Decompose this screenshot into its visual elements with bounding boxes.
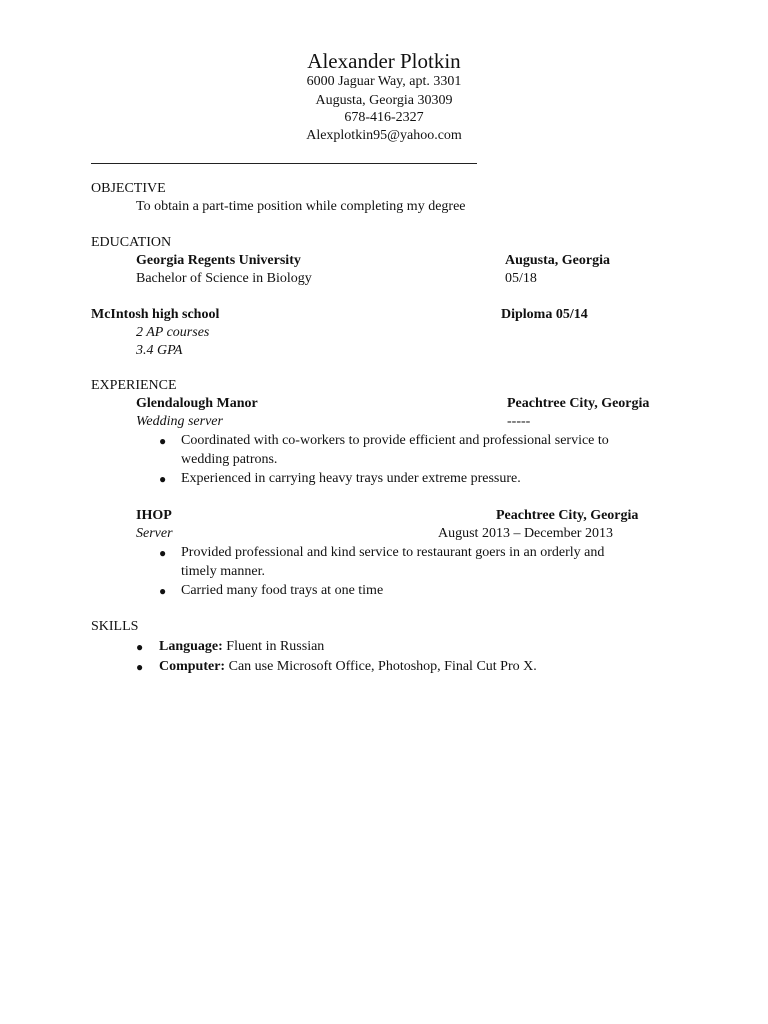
- skill-computer-value: Can use Microsoft Office, Photoshop, Final Cut Pro X.: [228, 659, 537, 674]
- bullet-icon: ●: [159, 584, 167, 598]
- degree-date: 05/18: [505, 271, 537, 286]
- skill-language: [159, 638, 324, 656]
- address-line-2: Augusta, Georgia 30309: [315, 93, 453, 108]
- job1-employer: Glendalough Manor: [136, 396, 258, 411]
- highschool-diploma: Diploma 05/14: [501, 307, 588, 322]
- objective-heading: OBJECTIVE: [91, 181, 166, 196]
- job1-title: Wedding server: [136, 414, 223, 429]
- bullet-icon: ●: [136, 660, 144, 674]
- job1-bullet2: Experienced in carrying heavy trays under extreme pressure.: [181, 471, 521, 486]
- job2-bullet1-line2: timely manner.: [181, 564, 265, 579]
- job2-bullet2: Carried many food trays at one time: [181, 583, 384, 598]
- education-heading: EDUCATION: [91, 235, 172, 250]
- highschool-detail-gpa: 3.4 GPA: [136, 343, 183, 358]
- email-address: Alexplotkin95@yahoo.com: [306, 128, 462, 143]
- job1-location: Peachtree City, Georgia: [507, 396, 650, 411]
- highschool-name: McIntosh high school: [91, 307, 220, 322]
- degree: Bachelor of Science in Biology: [136, 271, 312, 286]
- candidate-name: Alexander Plotkin: [307, 49, 461, 73]
- bullet-icon: ●: [159, 546, 167, 560]
- address-line-1: 6000 Jaguar Way, apt. 3301: [306, 74, 462, 89]
- header-divider: [91, 163, 477, 164]
- job2-bullet1-line1: Provided professional and kind service to restaurant goers in an orderly and: [181, 545, 605, 560]
- job2-title: Server: [136, 526, 173, 541]
- university-name: Georgia Regents University: [136, 253, 301, 268]
- skill-language-label: Language:: [159, 639, 223, 654]
- skill-computer-label: Computer:: [159, 659, 226, 674]
- objective-text: To obtain a part-time position while completing my degree: [136, 199, 466, 214]
- skill-language-value: Fluent in Russian: [226, 639, 325, 654]
- phone-number: 678-416-2327: [344, 110, 424, 125]
- skill-computer: [159, 658, 537, 676]
- bullet-icon: ●: [136, 640, 144, 654]
- job2-dates: August 2013 – December 2013: [438, 526, 613, 541]
- bullet-icon: ●: [159, 434, 167, 448]
- university-location: Augusta, Georgia: [505, 253, 610, 268]
- experience-heading: EXPERIENCE: [91, 378, 177, 393]
- job1-bullet1-line2: wedding patrons.: [181, 452, 278, 467]
- highschool-detail-ap: 2 AP courses: [136, 325, 210, 340]
- job1-dates: -----: [507, 414, 531, 429]
- job1-bullet1-line1: Coordinated with co-workers to provide efficient and professional service to: [181, 433, 609, 448]
- bullet-icon: ●: [159, 472, 167, 486]
- job2-employer: IHOP: [136, 508, 172, 523]
- job2-location: Peachtree City, Georgia: [496, 508, 639, 523]
- skills-heading: SKILLS: [91, 619, 139, 634]
